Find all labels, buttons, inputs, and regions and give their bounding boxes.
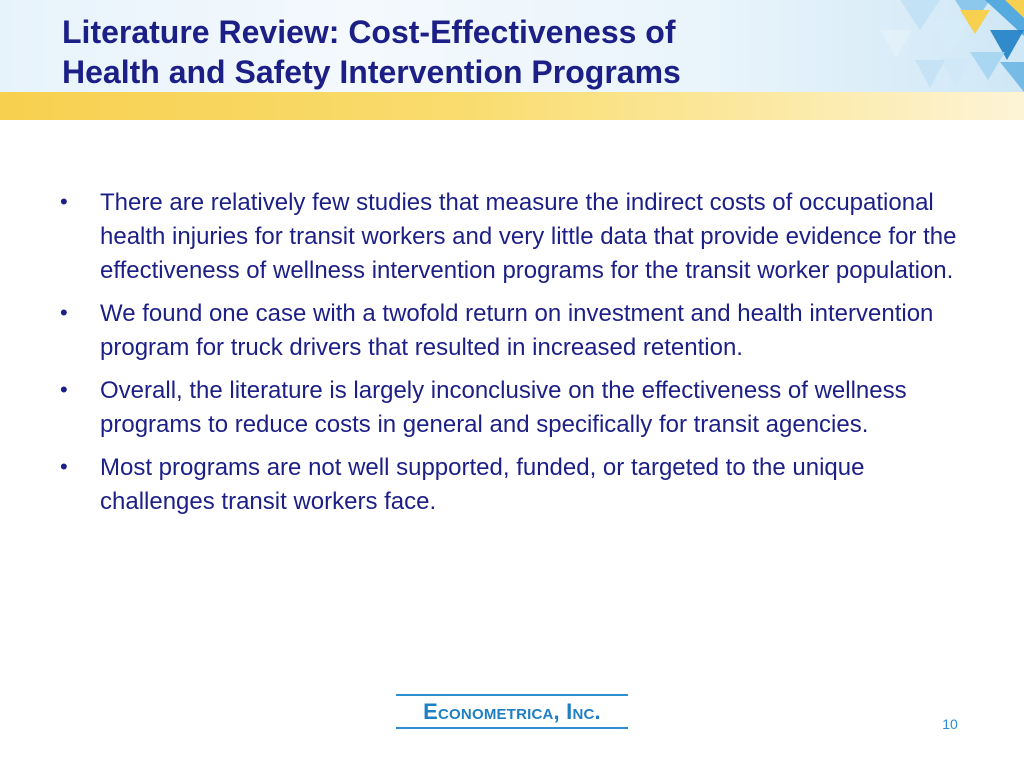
slide-title bbox=[62, 12, 882, 92]
bullet-text: We found one case with a twofold return on investment and health intervention program for truck drivers that resulted in increased retention. bbox=[100, 300, 934, 361]
page-number: 10 bbox=[942, 716, 958, 732]
slide-title-line-2: Health and Safety Intervention Programs bbox=[62, 54, 681, 90]
logo-wordmark: Econometrica, Inc. bbox=[423, 699, 601, 724]
bullet-text: Most programs are not well supported, funded, or targeted to the unique challenges transit workers face. bbox=[100, 454, 865, 515]
bullet-item bbox=[60, 297, 960, 365]
logo-top-rule bbox=[396, 694, 628, 696]
bullet-item bbox=[60, 451, 960, 519]
bullet-text: There are relatively few studies that measure the indirect costs of occupational health injuries for transit workers and very little data that provide evidence for the effectiveness of wellness intervention programs for the transit worker population. bbox=[100, 189, 957, 284]
bullet-list bbox=[60, 186, 960, 528]
econometrica-logo bbox=[396, 694, 628, 730]
bullet-dot-icon: • bbox=[60, 377, 68, 402]
slide-title-line-1: Literature Review: Cost-Effectiveness of bbox=[62, 14, 676, 50]
bullet-dot-icon: • bbox=[60, 300, 68, 325]
bullet-dot-icon: • bbox=[60, 454, 68, 479]
bullet-item bbox=[60, 374, 960, 442]
bullet-item bbox=[60, 186, 960, 288]
logo-bottom-rule bbox=[396, 727, 628, 729]
bullet-dot-icon: • bbox=[60, 189, 68, 214]
bullet-text: Overall, the literature is largely inconclusive on the effectiveness of wellness programs to reduce costs in general and specifically for transit agencies. bbox=[100, 377, 907, 438]
